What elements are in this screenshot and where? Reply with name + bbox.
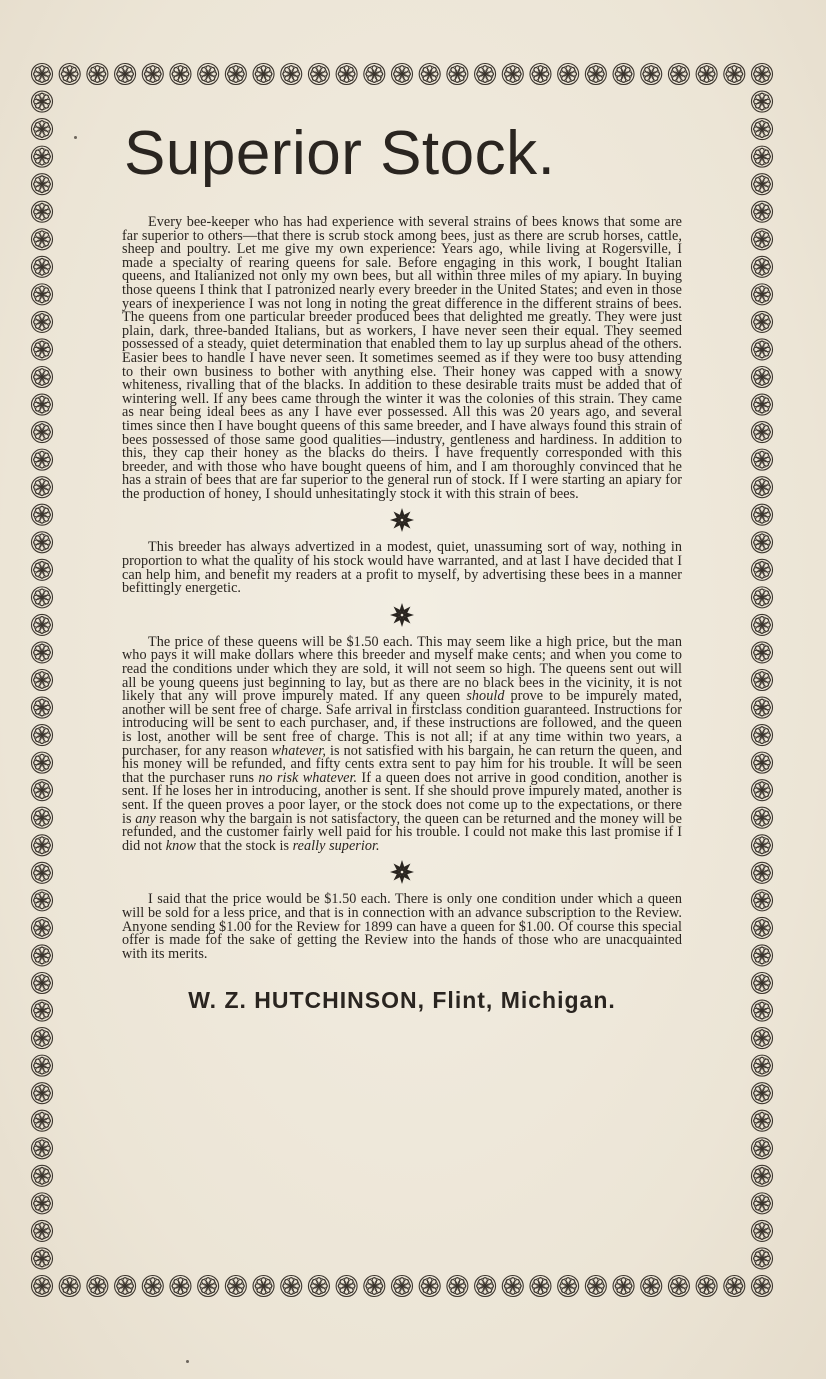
paper-speck	[186, 1360, 189, 1363]
page-title: Superior Stock.	[124, 119, 556, 188]
paragraph-price: The price of these queens will be $1.50 each. This may seem like a high price, but the man who pays it will make dollars where this breeder and myself make cents; and when you come to read the conditions under which they are sold, it will not seem so high. The queens sent out will all be young queens just beginning to lay, but as there are no black bees in the vicinity, it is not likely that any will prove impurely mated. If any queen should prove to be impurely mated, another will be sent free of charge. Safe arrival in firstclass condition guaranteed. Instructions for introducing will be sent to each purchaser, and, if these instructions are followed, and the queen is lost, another will be sent free of charge. This is not all; if at any time within two years, a purchaser, for any reason whatever, is not satisfied with his bargain, he can return the queen, and his money will be refunded, and fifty cents extra sent to pay him for his trouble. It will be seen that the purchaser runs no risk whatever. If a queen does not arrive in good condition, another is sent. If he loses her in introducing, another is sent. If she should prove impurely mated, another is sent. If the queen proves a poor layer, or the stock does not come up to the expectations, or there is any reason why the bargain is not satisfactory, the queen can be returned and the money will be refunded, and the customer fairly well paid for his trouble. I could not make this last promise if I did not know that the stock is really superior.	[122, 633, 682, 854]
fleuron-icon	[389, 507, 415, 533]
fleuron-icon	[389, 859, 415, 885]
fleuron-icon	[389, 602, 415, 628]
paragraph-breeder: This breeder has always advertized in a modest, quiet, unassuming sort of way, nothing in proportion to what the quality of his stock would have warranted, and at last I have decided that I can help him, and benefit my readers at a profit to myself, by advertising these bees in a manner befittingly energetic.	[122, 539, 682, 597]
paragraph-experience: Every bee-keeper who has had experience with several strains of bees knows that some are far superior to others—that there is scrub stock among bees, just as there are scrub horses, cattle, sheep and poultry. Let me give my own experience: Years ago, while living at Rogersville, I made a specialty of rearing queens for sale. Before engaging in this work, I bought Italian queens, and Italianized not only my own bees, but all within three miles of my apiary. In buying those queens I think that I patronized nearly every breeder in the United States; and even in those years of inexperience I was not long in noting the great difference in the different strains of bees. The queens from one particular breeder produced bees that delighted me greatly. They were just plain, dark, three-banded Italians, but as workers, I have never seen their equal. They seemed possessed of a steady, quiet determination that enabled them to lay up surplus ahead of the others. Easier bees to handle I have never seen. It sometimes seemed as if they were too busy attending to their own business to bother with anything else. Their honey was capped with a snowy whiteness, rivalling that of the blacks. In addition to these desirable traits must be added that of wintering well. If any bees came through the winter it was the colonies of this strain. They came as near being ideal bees as any I have ever possessed. All this was 20 years ago, and several times since then I have bought queens of this same breeder, and I have always found this strain of bees possessed of those same good qualities—industry, gentleness and hardiness. In addition to this, they cap their honey as the blacks do theirs. I have frequently corresponded with this breeder, and with those who have bought queens of him, and I am thoroughly convinced that he has a strain of bees that are far superior to the general run of stock. If I were starting an apiary for the production of honey, I should unhesitatingly stock it with this strain of bees.	[122, 214, 682, 502]
paper-speck	[74, 136, 77, 139]
signature: W. Z. HUTCHINSON, Flint, Michigan.	[188, 987, 616, 1014]
advertisement-body	[122, 118, 682, 1014]
paragraph-subscription-offer: I said that the price would be $1.50 each. There is only one condition under which a queen will be sold for a less price, and that is in connection with an advance subscription to the Review. Anyone sending $1.00 for the Review for 1899 can have a queen for $1.00. Of course this special offer is made fof the sake of getting the Review into the hands of those who are unacquainted with its merits.	[122, 891, 682, 962]
